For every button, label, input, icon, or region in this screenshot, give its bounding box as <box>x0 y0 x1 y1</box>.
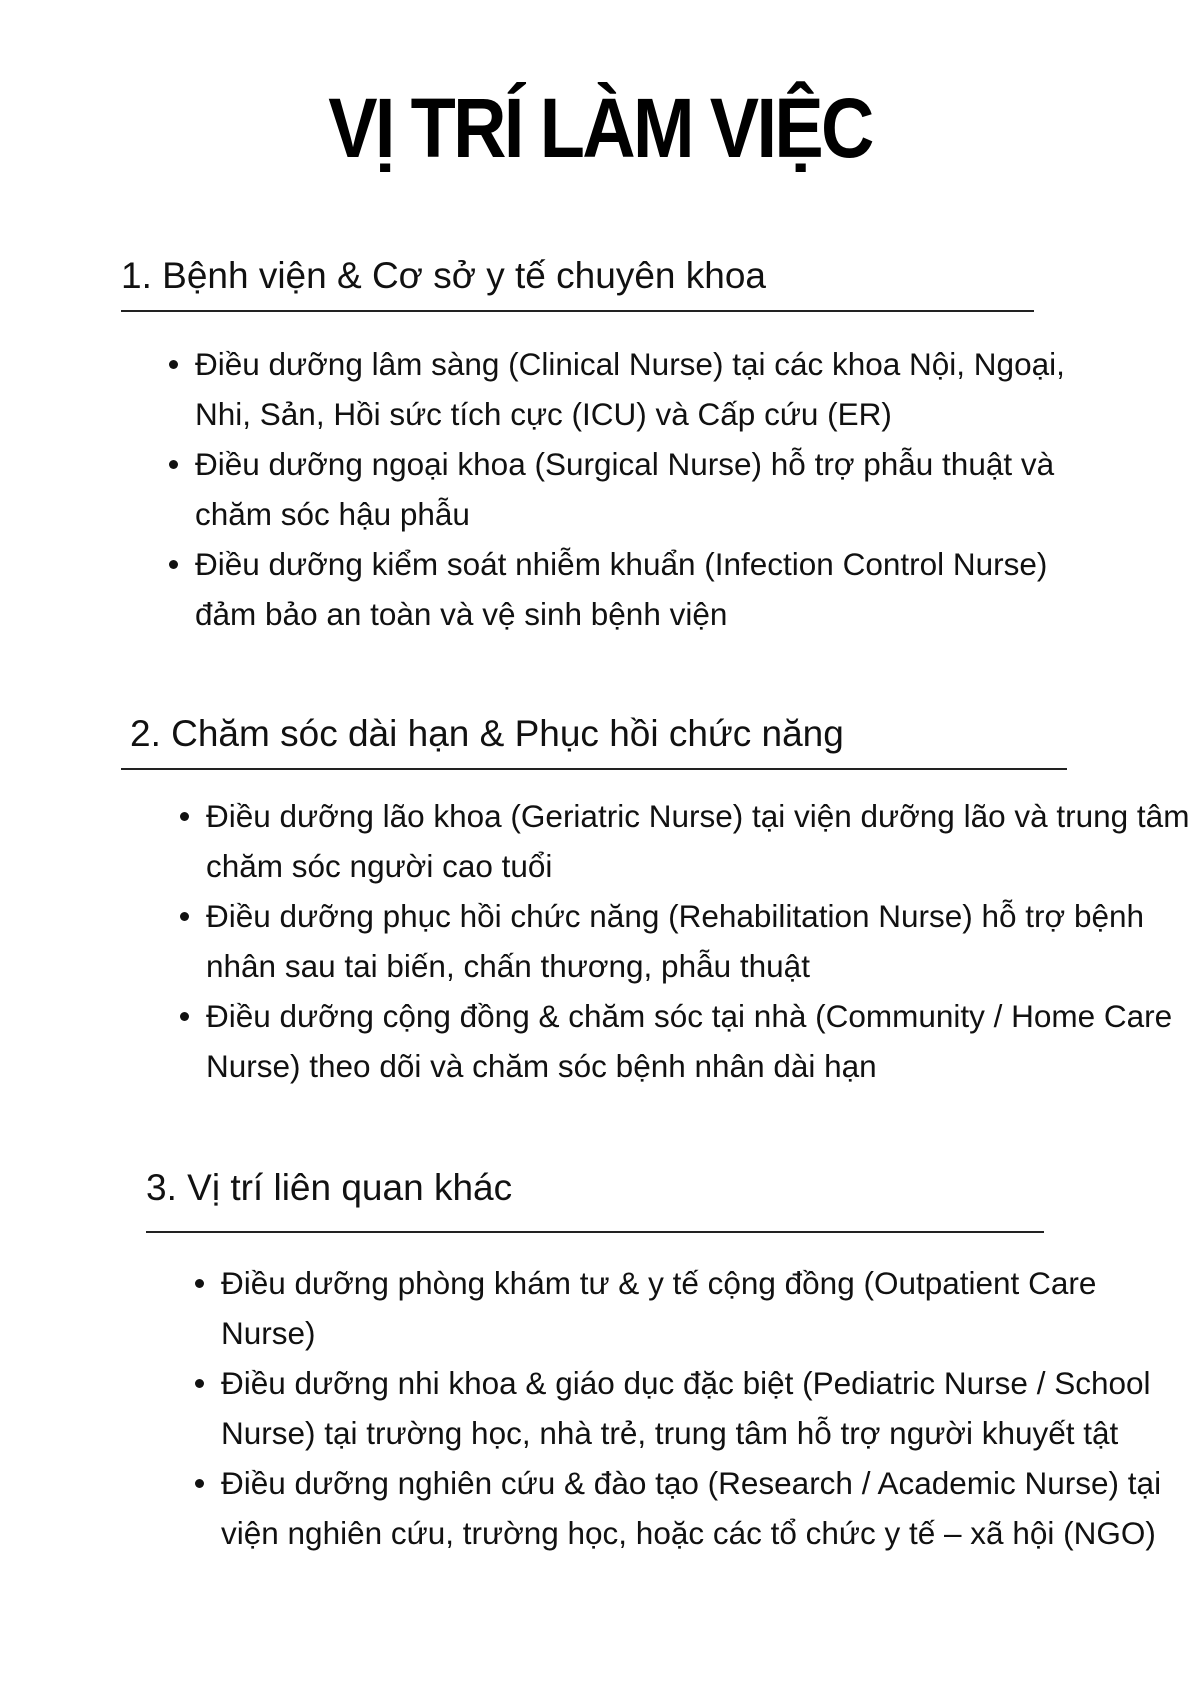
section-heading-3: 3. Vị trí liên quan khác <box>146 1167 513 1208</box>
list-item <box>195 539 1100 639</box>
section-list-1 <box>195 339 1100 639</box>
section-divider-1 <box>121 310 1034 312</box>
bullet-icon <box>169 360 178 369</box>
bullet-icon <box>180 1012 189 1021</box>
list-item-text: Điều dưỡng phòng khám tư & y tế cộng đồng (Outpatient Care Nurse) <box>221 1265 1097 1351</box>
section-list-2 <box>206 791 1191 1091</box>
page-title: VỊ TRÍ LÀM VIỆC <box>328 81 872 175</box>
list-item <box>206 791 1191 891</box>
bullet-icon <box>195 1379 204 1388</box>
list-item <box>195 339 1100 439</box>
bullet-icon <box>169 460 178 469</box>
list-item-text: Điều dưỡng ngoại khoa (Surgical Nurse) hỗ trợ phẫu thuật và chăm sóc hậu phẫu <box>195 446 1055 532</box>
section-divider-2 <box>121 768 1067 770</box>
list-item-text: Điều dưỡng nghiên cứu & đào tạo (Research / Academic Nurse) tại viện nghiên cứu, trường học, hoặc các tổ chức y tế – xã hội (NGO) <box>221 1465 1162 1551</box>
list-item <box>221 1258 1191 1358</box>
section-divider-3 <box>146 1231 1044 1233</box>
section-list-3 <box>221 1258 1191 1558</box>
section-heading-2: 2. Chăm sóc dài hạn & Phục hồi chức năng <box>130 713 844 754</box>
list-item-text: Điều dưỡng cộng đồng & chăm sóc tại nhà (Community / Home Care Nurse) theo dõi và chăm sóc bệnh nhân dài hạn <box>206 998 1173 1084</box>
bullet-icon <box>195 1479 204 1488</box>
bullet-icon <box>180 812 189 821</box>
section-heading-1: 1. Bệnh viện & Cơ sở y tế chuyên khoa <box>121 255 766 296</box>
list-item-text: Điều dưỡng phục hồi chức năng (Rehabilitation Nurse) hỗ trợ bệnh nhân sau tai biến, chấn thương, phẫu thuật <box>206 898 1145 984</box>
list-item-text: Điều dưỡng nhi khoa & giáo dục đặc biệt (Pediatric Nurse / School Nurse) tại trường học, nhà trẻ, trung tâm hỗ trợ người khuyết tật <box>221 1365 1151 1451</box>
bullet-icon <box>169 560 178 569</box>
list-item <box>221 1458 1191 1558</box>
list-item <box>221 1358 1191 1458</box>
list-item-text: Điều dưỡng lâm sàng (Clinical Nurse) tại các khoa Nội, Ngoại, Nhi, Sản, Hồi sức tích cực (ICU) và Cấp cứu (ER) <box>195 346 1065 432</box>
list-item <box>206 891 1191 991</box>
list-item-text: Điều dưỡng kiểm soát nhiễm khuẩn (Infection Control Nurse) đảm bảo an toàn và vệ sinh bệnh viện <box>195 546 1048 632</box>
list-item <box>195 439 1100 539</box>
bullet-icon <box>180 912 189 921</box>
bullet-icon <box>195 1279 204 1288</box>
list-item <box>206 991 1191 1091</box>
list-item-text: Điều dưỡng lão khoa (Geriatric Nurse) tại viện dưỡng lão và trung tâm chăm sóc người cao tuổi <box>206 798 1190 884</box>
